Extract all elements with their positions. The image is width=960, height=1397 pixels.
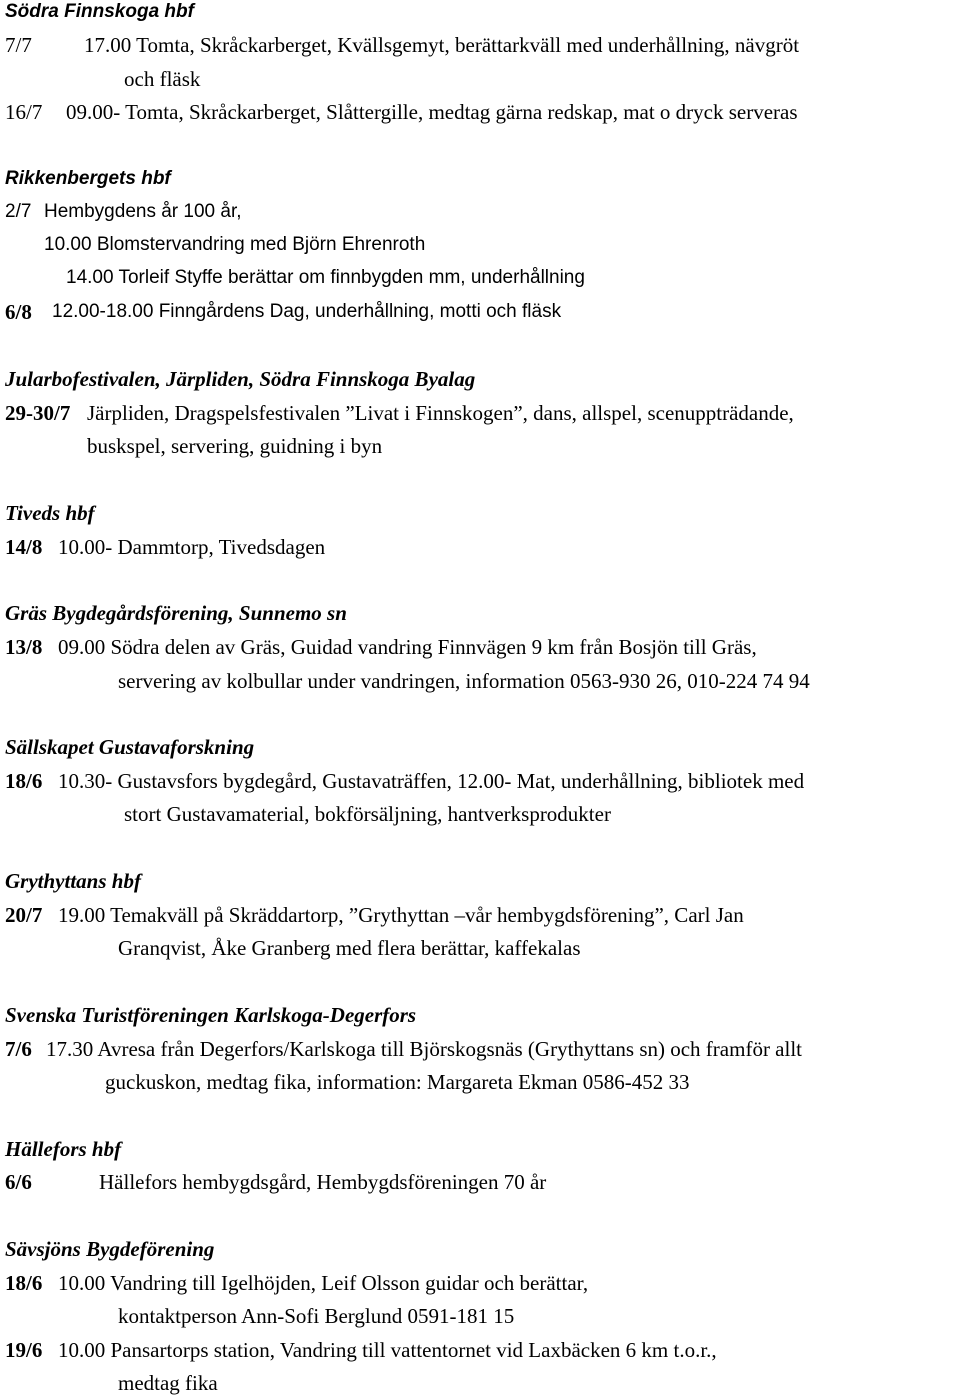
- section-heading: Svenska Turistföreningen Karlskoga-Degerfors: [5, 1003, 417, 1027]
- event-text: kontaktperson Ann-Sofi Berglund 0591-181 15: [118, 1304, 515, 1328]
- section-heading: Hällefors hbf: [5, 1137, 122, 1161]
- event-text: buskspel, servering, guidning i byn: [87, 434, 383, 458]
- event-date: 20/7: [5, 903, 43, 927]
- event-text: 17.30 Avresa från Degerfors/Karlskoga till Björskogsnäs (Grythyttans sn) och framför allt: [46, 1037, 803, 1061]
- section-heading: Sällskapet Gustavaforskning: [5, 735, 255, 759]
- event-text: 10.30- Gustavsfors bygdegård, Gustavaträffen, 12.00- Mat, underhållning, bibliotek med: [58, 769, 805, 793]
- event-text: Hembygdens år 100 år,: [44, 201, 242, 222]
- section-heading: Tiveds hbf: [5, 501, 95, 525]
- event-text: 12.00-18.00 Finngårdens Dag, underhållning, motti och fläsk: [52, 301, 562, 322]
- event-text: 09.00- Tomta, Skråckarberget, Slåttergille, medtag gärna redskap, mat o dryck serveras: [66, 100, 798, 124]
- event-date: 6/8: [5, 300, 32, 324]
- event-text: 10.00- Dammtorp, Tivedsdagen: [58, 535, 326, 559]
- event-text: 14.00 Torleif Styffe berättar om finnbygden mm, underhållning: [66, 267, 585, 288]
- event-text: 09.00 Södra delen av Gräs, Guidad vandring Finnvägen 9 km från Bosjön till Gräs,: [58, 635, 757, 659]
- event-date: 6/6: [5, 1170, 32, 1194]
- event-text: 10.00 Pansartorps station, Vandring till vattentornet vid Laxbäcken 6 km t.o.r.,: [58, 1338, 717, 1362]
- event-date: 19/6: [5, 1338, 43, 1362]
- event-text: Hällefors hembygdsgård, Hembygdsföreningen 70 år: [99, 1170, 547, 1194]
- event-text: och fläsk: [124, 67, 201, 91]
- section-heading: Grythyttans hbf: [5, 869, 141, 893]
- event-text: guckuskon, medtag fika, information: Margareta Ekman 0586-452 33: [105, 1070, 690, 1094]
- event-date: 7/6: [5, 1037, 32, 1061]
- section-heading: Jularbofestivalen, Järpliden, Södra Finnskoga Byalag: [5, 367, 476, 391]
- event-date: 16/7: [5, 100, 43, 124]
- event-text: servering av kolbullar under vandringen, information 0563-930 26, 010-224 74 94: [118, 669, 810, 693]
- event-date: 13/8: [5, 635, 43, 659]
- event-date: 2/7: [5, 201, 32, 222]
- event-text: Granqvist, Åke Granberg med flera berättar, kaffekalas: [118, 936, 581, 960]
- section-heading: Rikkenbergets hbf: [5, 168, 171, 189]
- event-text: medtag fika: [118, 1371, 218, 1395]
- event-date: 29-30/7: [5, 401, 71, 425]
- event-text: 10.00 Blomstervandring med Björn Ehrenroth: [44, 234, 426, 255]
- event-date: 7/7: [5, 33, 32, 57]
- event-text: 19.00 Temakväll på Skräddartorp, ”Grythyttan –vår hembygdsförening”, Carl Jan: [58, 903, 744, 927]
- section-heading: Sävsjöns Bygdeförening: [5, 1237, 215, 1261]
- section-heading: Gräs Bygdegårdsförening, Sunnemo sn: [5, 601, 347, 625]
- event-date: 18/6: [5, 1271, 43, 1295]
- event-text: Järpliden, Dragspelsfestivalen ”Livat i Finnskogen”, dans, allspel, scenuppträdande,: [87, 401, 794, 425]
- event-text: 10.00 Vandring till Igelhöjden, Leif Olsson guidar och berättar,: [58, 1271, 589, 1295]
- section-heading: Södra Finnskoga hbf: [5, 1, 194, 22]
- event-date: 14/8: [5, 535, 43, 559]
- event-date: 18/6: [5, 769, 43, 793]
- event-text: 17.00 Tomta, Skråckarberget, Kvällsgemyt, berättarkväll med underhållning, nävgröt: [84, 33, 800, 57]
- event-text: stort Gustavamaterial, bokförsäljning, hantverksprodukter: [124, 802, 611, 826]
